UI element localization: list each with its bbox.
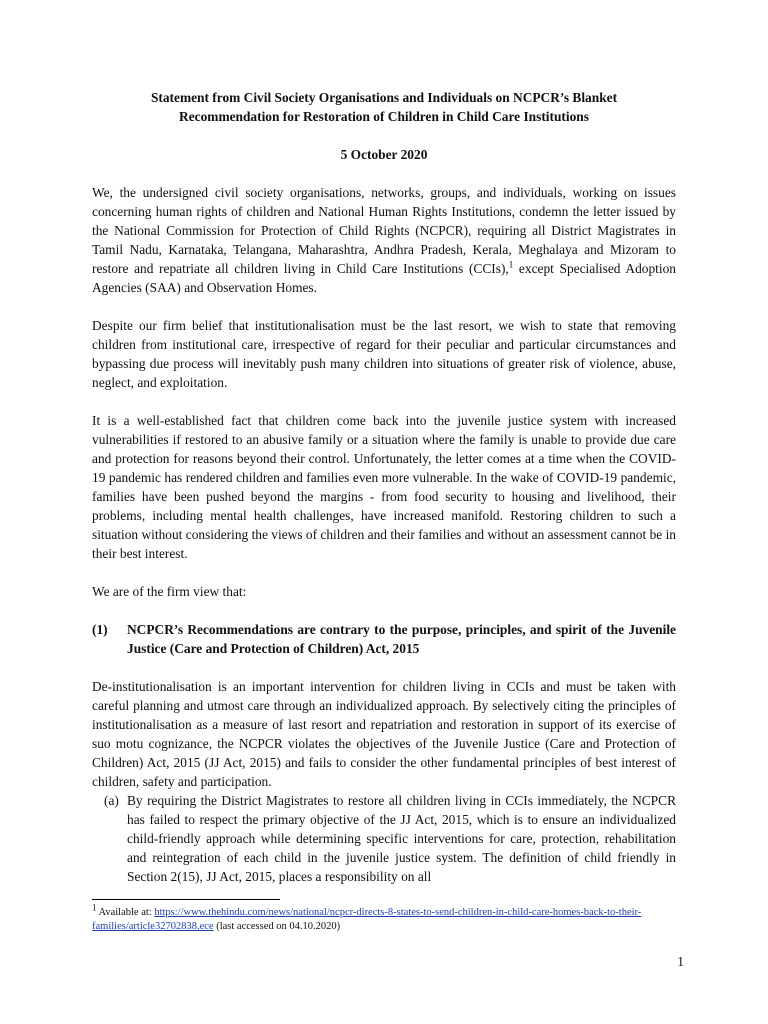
paragraph-deinstitutionalisation: De-institutionalisation is an important intervention for children living in CCIs and must be taken with careful planning and utmost care through an individualized approach. By selectively citing the principles of institutionalisation as a measure of last resort and repatriation and restoration in support of its exercise of suo motu cognizance, the NCPCR violates the objectives of the Juvenile Justice (Care and Protection of Children) Act, 2015 (JJ Act, 2015) and fails to consider the other fundamental principles of best interest of children, safety and participation. — [92, 679, 676, 789]
footnote-prefix: Available at: — [96, 907, 155, 918]
footnote — [92, 902, 676, 934]
section-number: (1) — [92, 622, 108, 637]
section-title: NCPCR’s Recommendations are contrary to the purpose, principles, and spirit of the Juvenile Justice (Care and Protection of Children) Act, 2015 — [127, 622, 676, 656]
paragraph-intro — [92, 183, 676, 297]
list-item-label: (a) — [104, 793, 119, 808]
footnote-marker: 1 — [92, 902, 97, 913]
document-date: 5 October 2020 — [340, 147, 428, 162]
title-line-1: Statement from Civil Society Organisations and Individuals on NCPCR’s Blanket — [150, 90, 618, 105]
list-item-a — [92, 791, 676, 886]
paragraph-firm-view: We are of the firm view that: — [92, 584, 247, 599]
document-body — [92, 88, 676, 886]
list-item-text: By requiring the District Magistrates to restore all children living in CCIs immediately, the NCPCR has failed to respect the primary objective of the JJ Act, 2015, which is to ensure an individualized child-friendly approach while determining specific interventions for care, protection, rehabilitation and reintegration of each child in the juvenile justice system. The definition of child friendly in Section 2(15), JJ Act, 2015, places a responsibility on all — [127, 793, 676, 884]
section-heading-1 — [92, 620, 676, 658]
footnote-suffix: (last accessed on 04.10.2020) — [213, 921, 341, 932]
footnote-divider — [92, 899, 280, 900]
footnote-ref[interactable]: 1 — [508, 259, 514, 270]
document-title — [92, 88, 676, 126]
paragraph-concern: Despite our firm belief that institutionalisation must be the last resort, we wish to state that removing children from institutional care, irrespective of regard for their peculiar and particular circumstances and bypassing due process will inevitably push many children into situations of greater risk of violence, abuse, neglect, and exploitation. — [92, 318, 676, 390]
title-line-2: Recommendation for Restoration of Children in Child Care Institutions — [179, 109, 589, 124]
paragraph-intro-tail: except Specialised Adoption Agencies (SAA) and Observation Homes. — [92, 261, 676, 295]
footnote-link[interactable]: https://www.thehindu.com/news/national/ncpcr-directs-8-states-to-send-children-in-child-care-homes-back-to-their-families/article32702838.ece — [92, 907, 642, 932]
paragraph-intro-text: We, the undersigned civil society organisations, networks, groups, and individuals, working on issues concerning human rights of children and National Human Rights Institutions, condemn the letter issued by the National Commission for Protection of Child Rights (NCPCR), requiring all District Magistrates in Tamil Nadu, Karnataka, Telangana, Maharashtra, Andhra Pradesh, Kerala, Meghalaya and Mizoram to restore and repatriate all children living in Child Care Institutions (CCIs), — [92, 185, 676, 276]
page-number: 1 — [677, 954, 684, 969]
paragraph-covid: It is a well-established fact that children come back into the juvenile justice system with increased vulnerabilities if restored to an abusive family or a situation where the family is unable to provide due care and protection for reasons beyond their control. Unfortunately, the letter comes at a time when the COVID-19 pandemic has rendered children and families even more vulnerable. In the wake of COVID-19 pandemic, families have been pushed beyond the margins - from food security to housing and livelihood, their problems, including mental health challenges, have increased manifold. Restoring children to such a situation without considering the views of children and their families and without an assessment cannot be in their best interest. — [92, 413, 676, 561]
